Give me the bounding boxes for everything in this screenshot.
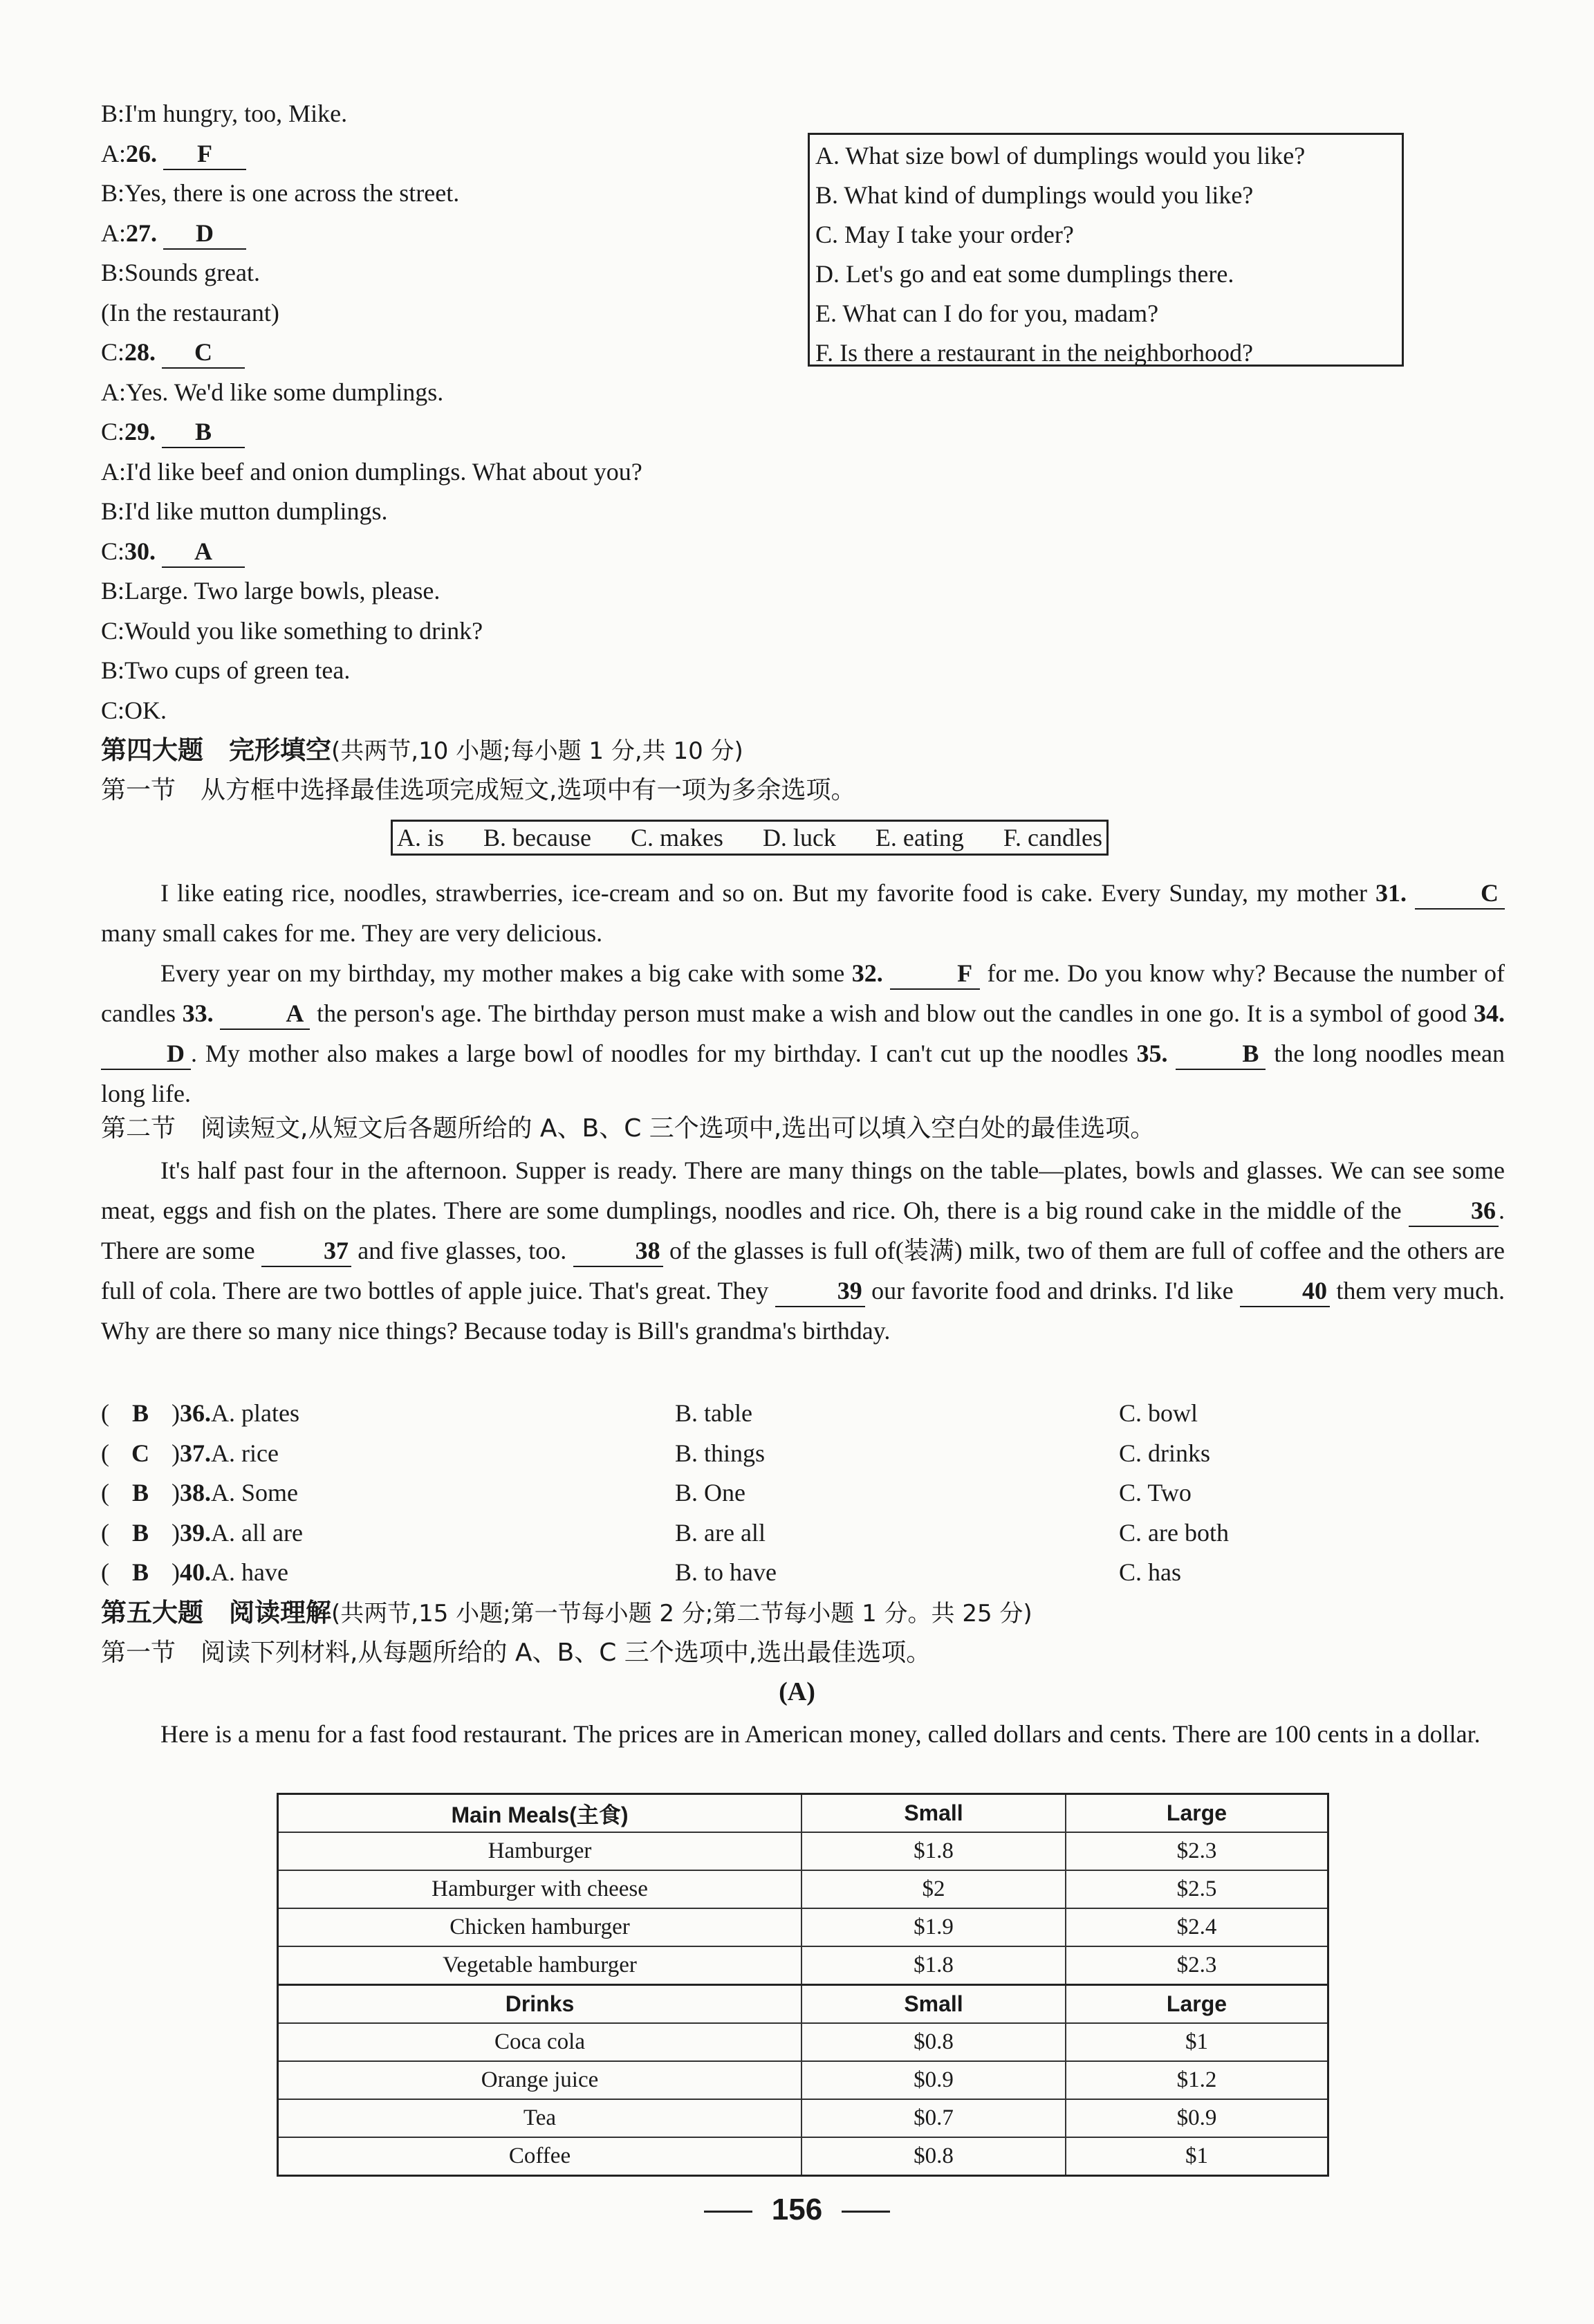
question-number: 26. <box>126 139 158 167</box>
mc-answer: B <box>131 1479 149 1506</box>
paren-close: ) <box>172 1439 180 1467</box>
menu-cell: $1 <box>1066 2137 1328 2176</box>
menu-cell: $1.8 <box>801 1832 1066 1870</box>
mc-number: 40. <box>180 1558 211 1586</box>
menu-cell: Hamburger with cheese <box>278 1870 802 1908</box>
speaker-label: C <box>101 537 118 565</box>
mc-question-row <box>101 1553 1505 1592</box>
menu-cell: $2 <box>801 1870 1066 1908</box>
speaker-label: B <box>101 577 118 605</box>
word-f: F. candles <box>1003 824 1102 851</box>
blank-39: 39 <box>775 1275 865 1307</box>
word-d: D. luck <box>762 824 836 851</box>
menu-row <box>278 1908 1328 1946</box>
menu-row <box>278 2099 1328 2137</box>
mc-number: 36. <box>180 1399 211 1427</box>
option-c-text: C. bowl <box>1119 1399 1198 1427</box>
answer-35: B <box>1176 1038 1266 1070</box>
question-number: 28. <box>124 338 156 366</box>
answer-blank: B <box>162 416 245 448</box>
menu-cell: $0.8 <box>801 2137 1066 2176</box>
paren-open: ( <box>101 1399 109 1427</box>
dialogue-text: Large. Two large bowls, please. <box>124 577 441 605</box>
paren-open: ( <box>101 1439 109 1467</box>
menu-intro <box>101 1714 1505 1754</box>
answer-blank: F <box>163 138 246 170</box>
dialogue-line <box>101 691 167 730</box>
menu-cell: $1.8 <box>801 1946 1066 1985</box>
option-c-text: C. drinks <box>1119 1439 1211 1467</box>
blank-40: 40 <box>1240 1275 1330 1307</box>
option-a-text: A. Some <box>211 1479 298 1506</box>
dialogue-line <box>101 611 483 650</box>
speaker-colon: : <box>118 338 125 366</box>
answer-31: C <box>1415 878 1505 910</box>
menu-cell: Orange juice <box>278 2061 802 2099</box>
menu-header-row <box>278 1794 1328 1833</box>
option-b-text: B. One <box>675 1479 745 1506</box>
cloze-paragraph-2: Every year on my birthday, my mother makes a big cake with some 32. F for me. Do you know why? Because the number of candles 33. A the person's age. The birthday person must make a wish and blow out the candles in one go. It is a symbol of good 34. D . My mother also makes a large bowl of noodles for my birthday. I can't cut up the noodles 35. B the long noodles mean long life. <box>101 959 1505 1107</box>
speaker-label: B <box>101 497 118 525</box>
question-number: 27. <box>126 219 158 247</box>
paren-close: ) <box>172 1518 180 1547</box>
dialogue-line <box>101 452 642 491</box>
speaker-colon: : <box>118 577 125 605</box>
mc-answer: C <box>131 1439 149 1467</box>
section4-note: (共两节,10 小题;每小题 1 分,共 10 分) <box>331 737 743 765</box>
menu-header-cell: Large <box>1066 1985 1328 2024</box>
menu-row <box>278 2023 1328 2061</box>
dialogue-line <box>101 253 260 292</box>
section4-part2-instruction: 第二节 阅读短文,从短文后各题所给的 A、B、C 三个选项中,选出可以填入空白处的最佳选项。 <box>101 1114 1156 1143</box>
speaker-label: B <box>101 100 118 127</box>
dialogue-text: (In the restaurant) <box>101 298 279 326</box>
dialogue-text: I'd like mutton dumplings. <box>124 497 388 525</box>
page-footer <box>0 2193 1594 2227</box>
mc-question-row <box>101 1394 1505 1433</box>
answer-blank: A <box>162 536 245 568</box>
menu-cell: $0.9 <box>801 2061 1066 2099</box>
blank-38: 38 <box>573 1235 663 1267</box>
speaker-colon: : <box>118 259 125 286</box>
dialogue-line <box>101 412 245 451</box>
menu-header-cell: Drinks <box>278 1985 802 2024</box>
dialogue-line <box>101 293 279 332</box>
speaker-label: A <box>101 139 119 167</box>
speaker-label: A <box>101 219 119 247</box>
word-a: A. is <box>397 824 445 851</box>
word-b: B. because <box>483 824 591 851</box>
answer-34: D <box>101 1038 191 1070</box>
menu-cell: $2.4 <box>1066 1908 1328 1946</box>
mc-question-row <box>101 1473 1505 1513</box>
menu-cell: $2.5 <box>1066 1870 1328 1908</box>
dialogue-text: OK. <box>124 696 167 724</box>
speaker-label: B <box>101 259 118 286</box>
option-b-text: B. things <box>675 1439 766 1467</box>
menu-cell: $2.3 <box>1066 1832 1328 1870</box>
word-e: E. eating <box>875 824 964 851</box>
mc-number: 39. <box>180 1518 211 1547</box>
menu-cell: Chicken hamburger <box>278 1908 802 1946</box>
mc-answer: B <box>131 1558 149 1586</box>
mc-answer: B <box>131 1399 149 1427</box>
cloze-passage-1 <box>101 873 1505 1114</box>
menu-row <box>278 2061 1328 2099</box>
dialogue-line <box>101 134 246 173</box>
dialogue-line <box>101 94 347 133</box>
option-b-text: B. to have <box>675 1558 777 1586</box>
section4-title-rest: 完形填空 <box>229 735 331 765</box>
section5-title: 第五大题 <box>101 1598 203 1627</box>
dialogue-line <box>101 651 350 690</box>
dialogue-text: Two cups of green tea. <box>124 656 351 684</box>
speaker-label: A <box>101 378 119 406</box>
menu-row <box>278 1870 1328 1908</box>
speaker-colon: : <box>118 418 125 445</box>
speaker-colon: : <box>118 100 125 127</box>
mc-question-row <box>101 1513 1505 1553</box>
page-number: 156 <box>771 2193 823 2226</box>
section4-heading <box>101 731 743 771</box>
mc-number: 38. <box>180 1479 211 1506</box>
paren-close: ) <box>172 1399 180 1427</box>
menu-header-cell: Large <box>1066 1794 1328 1833</box>
footer-dash-right <box>842 2211 890 2213</box>
section4-part1-instruction: 第一节 从方框中选择最佳选项完成短文,选项中有一项为多余选项。 <box>101 776 856 804</box>
menu-cell: $0.7 <box>801 2099 1066 2137</box>
dialogue-line <box>101 571 440 610</box>
cloze-paragraph-1: I like eating rice, noodles, strawberries, ice-cream and so on. But my favorite food is cake. Every Sunday, my mother 31. C many small cakes for me. They are very delicious. <box>101 873 1505 953</box>
option-b: B. What kind of dumplings would you like? <box>815 181 1254 209</box>
dialogue-line <box>101 373 443 412</box>
menu-cell: $1.2 <box>1066 2061 1328 2099</box>
speaker-label: A <box>101 457 119 486</box>
dialogue-line <box>101 333 245 371</box>
cloze-paragraph-3: It's half past four in the afternoon. Supper is ready. There are many things on the table—plates, bowls and glasses. We can see some meat, eggs and fish on the plates. There are some dumplings, noodles and rice. Oh, there is a big round cake in the middle of the 36 . There are some 37 and five glasses, too. 38 of the glasses is full of(装满) milk, two of them are full of coffee and the others are full of cola. There are two bottles of apple juice. That's great. They 39 our favorite food and drinks. I'd like 40 them very much. Why are there so many nice things? Because today is Bill's grandma's birthday. <box>101 1156 1505 1345</box>
dialogue-options-box <box>808 133 1404 367</box>
dialogue-line <box>101 214 246 252</box>
menu-row <box>278 1832 1328 1870</box>
option-a-text: A. all are <box>211 1518 303 1547</box>
option-c-text: C. are both <box>1119 1518 1229 1547</box>
speaker-colon: : <box>119 378 127 406</box>
paren-open: ( <box>101 1518 109 1547</box>
menu-row <box>278 1946 1328 1985</box>
speaker-label: C <box>101 418 118 445</box>
blank-36: 36 <box>1409 1195 1499 1227</box>
section4-title: 第四大题 <box>101 735 203 765</box>
option-a-text: A. plates <box>211 1399 299 1427</box>
menu-cell: Coca cola <box>278 2023 802 2061</box>
menu-cell: Tea <box>278 2099 802 2137</box>
menu-table <box>277 1793 1329 2177</box>
speaker-label: B <box>101 656 118 684</box>
option-a: A. What size bowl of dumplings would you like? <box>815 142 1306 169</box>
menu-cell: $1.9 <box>801 1908 1066 1946</box>
menu-header-row <box>278 1985 1328 2024</box>
speaker-colon: : <box>118 696 125 724</box>
blank-37: 37 <box>261 1235 351 1267</box>
word-choice-box <box>391 820 1109 856</box>
cloze-passage-2 <box>101 1150 1505 1351</box>
option-e: E. What can I do for you, madam? <box>815 299 1159 327</box>
dialogue-text: Sounds great. <box>124 259 261 286</box>
menu-cell: $0.8 <box>801 2023 1066 2061</box>
speaker-colon: : <box>119 139 127 167</box>
dialogue-text: Yes, there is one across the street. <box>124 179 460 207</box>
speaker-colon: : <box>118 497 125 525</box>
menu-header-cell: Main Meals(主食) <box>278 1794 802 1833</box>
menu-header-cell: Small <box>801 1794 1066 1833</box>
speaker-label: C <box>101 696 118 724</box>
speaker-colon: : <box>119 457 127 486</box>
menu-row <box>278 2137 1328 2176</box>
mc-answer: B <box>131 1518 149 1547</box>
option-d: D. Let's go and eat some dumplings there. <box>815 260 1234 288</box>
speaker-colon: : <box>118 537 125 565</box>
option-c-text: C. Two <box>1119 1479 1192 1506</box>
footer-dash-left <box>704 2211 752 2213</box>
question-number: 29. <box>124 418 156 445</box>
paren-close: ) <box>172 1479 180 1506</box>
dialogue-line <box>101 174 459 212</box>
answer-32: F <box>890 958 980 990</box>
passage-label: (A) <box>779 1677 815 1706</box>
dialogue-line <box>101 532 245 571</box>
dialogue-text: Would you like something to drink? <box>124 616 483 645</box>
menu-intro-text: Here is a menu for a fast food restaurant. The prices are in American money, called dollars and cents. There are 100 cents in a dollar. <box>160 1720 1481 1748</box>
speaker-colon: : <box>119 219 127 247</box>
paren-close: ) <box>172 1558 180 1586</box>
speaker-label: C <box>101 338 118 366</box>
answer-blank: D <box>163 218 246 250</box>
section5-heading <box>101 1594 1032 1633</box>
menu-cell: Coffee <box>278 2137 802 2176</box>
menu-cell: $2.3 <box>1066 1946 1328 1985</box>
menu-cell: $1 <box>1066 2023 1328 2061</box>
speaker-colon: : <box>118 179 125 207</box>
dialogue-text: I'd like beef and onion dumplings. What about you? <box>126 457 642 486</box>
section5-note: (共两节,15 小题;第一节每小题 2 分;第二节每小题 1 分。共 25 分) <box>331 1600 1032 1627</box>
menu-cell: $0.9 <box>1066 2099 1328 2137</box>
speaker-colon: : <box>118 616 125 645</box>
answer-blank: C <box>162 337 245 369</box>
menu-cell: Vegetable hamburger <box>278 1946 802 1985</box>
section5-title-rest: 阅读理解 <box>229 1598 331 1627</box>
speaker-label: C <box>101 616 118 645</box>
word-c: C. makes <box>630 824 723 851</box>
mc-question-row <box>101 1434 1505 1473</box>
option-b-text: B. table <box>675 1399 752 1427</box>
section5-part1-instruction: 第一节 阅读下列材料,从每题所给的 A、B、C 三个选项中,选出最佳选项。 <box>101 1639 932 1667</box>
option-f: F. Is there a restaurant in the neighborhood? <box>815 339 1253 367</box>
paren-open: ( <box>101 1479 109 1506</box>
question-number: 30. <box>124 537 156 565</box>
menu-header-cell: Small <box>801 1985 1066 2024</box>
mc-number: 37. <box>180 1439 211 1467</box>
menu-cell: Hamburger <box>278 1832 802 1870</box>
dialogue-text: I'm hungry, too, Mike. <box>124 100 348 127</box>
option-c-text: C. has <box>1119 1558 1181 1586</box>
option-a-text: A. rice <box>211 1439 279 1467</box>
speaker-label: B <box>101 179 118 207</box>
paren-open: ( <box>101 1558 109 1586</box>
option-c: C. May I take your order? <box>815 221 1074 248</box>
option-b-text: B. are all <box>675 1518 766 1547</box>
dialogue-line <box>101 492 388 531</box>
answer-33: A <box>220 998 310 1030</box>
speaker-colon: : <box>118 656 125 684</box>
option-a-text: A. have <box>211 1558 288 1586</box>
dialogue-text: Yes. We'd like some dumplings. <box>126 378 444 406</box>
